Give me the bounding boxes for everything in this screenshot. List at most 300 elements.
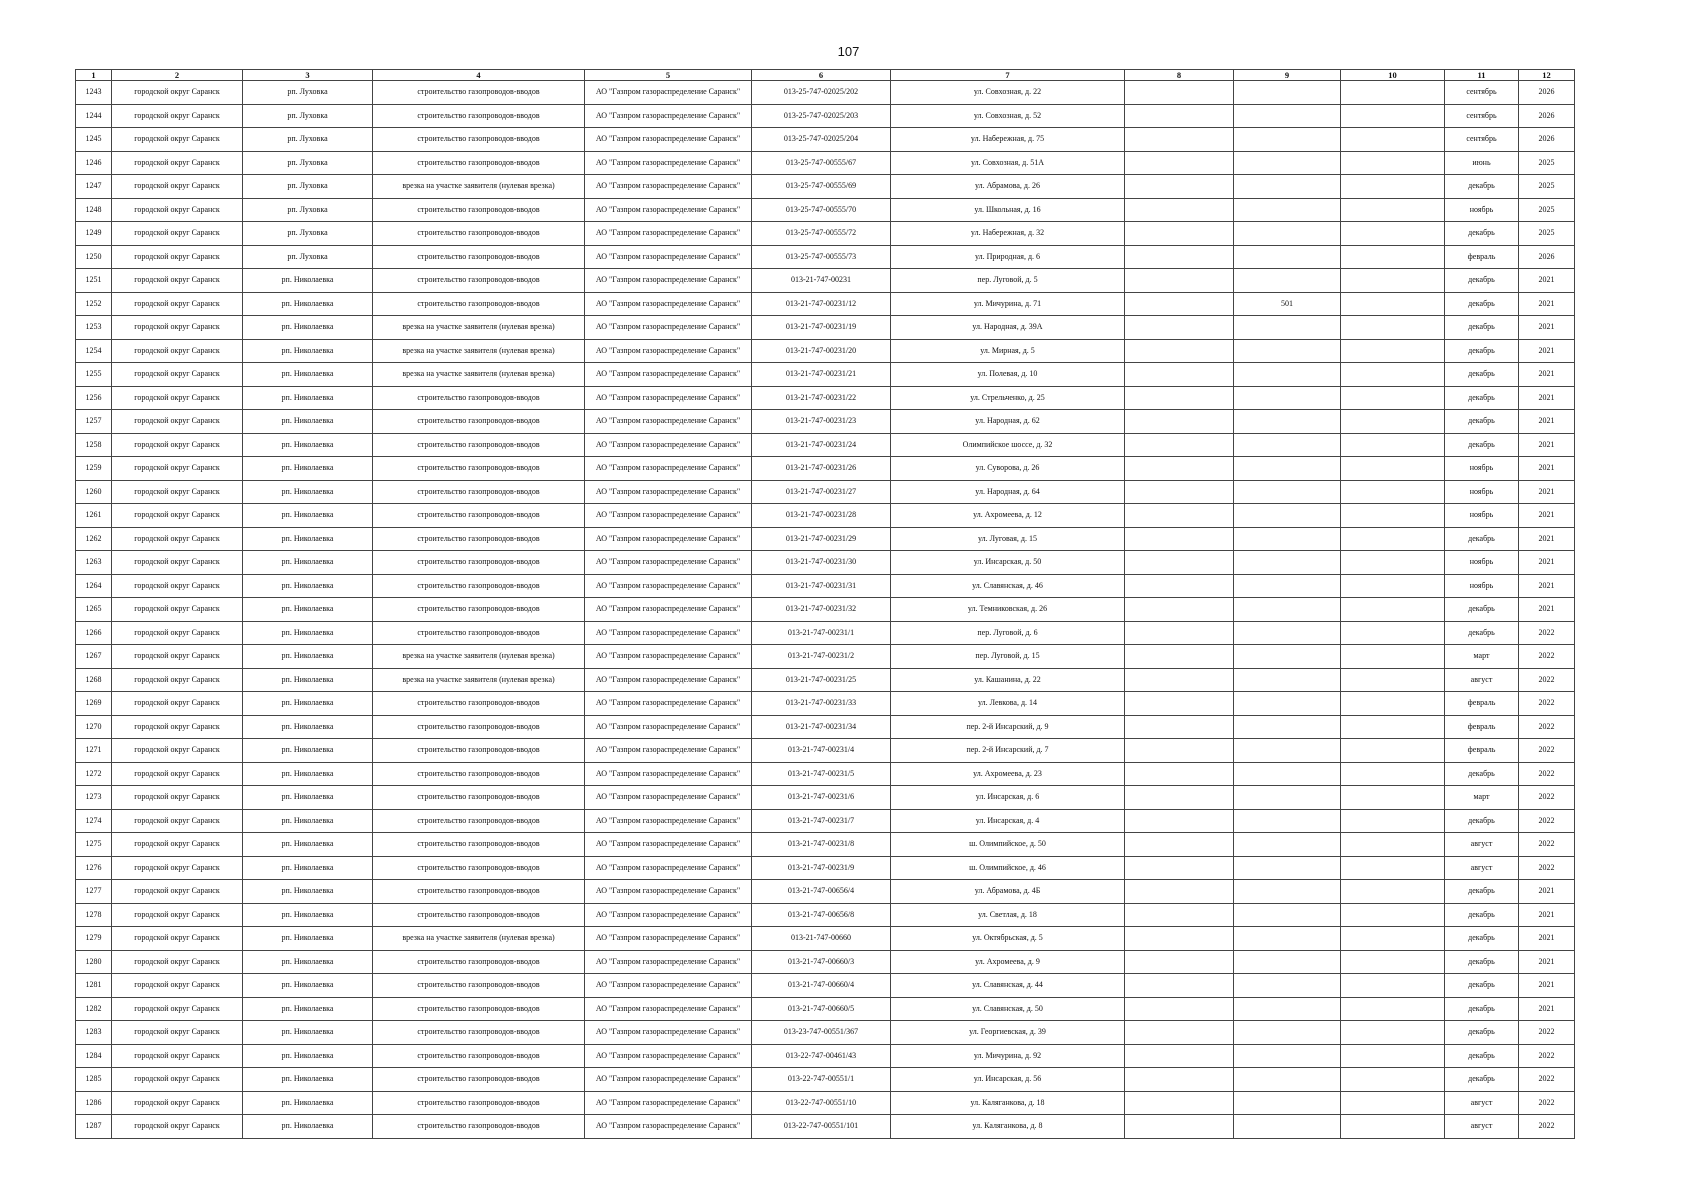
cell-row-number: 1249 (76, 222, 112, 246)
cell-organization: АО "Газпром газораспределение Саранск" (585, 692, 752, 716)
cell-row-number: 1278 (76, 903, 112, 927)
cell-col-9 (1234, 762, 1341, 786)
cell-organization: АО "Газпром газораспределение Саранск" (585, 480, 752, 504)
cell-organization: АО "Газпром газораспределение Саранск" (585, 1115, 752, 1139)
cell-col-8 (1125, 363, 1234, 387)
table-row (76, 316, 1575, 340)
cell-month: август (1445, 856, 1519, 880)
cell-col-8 (1125, 739, 1234, 763)
cell-col-9 (1234, 739, 1341, 763)
cell-address: ул. Набережная, д. 32 (891, 222, 1125, 246)
cell-settlement: рп. Николаевка (243, 292, 373, 316)
cell-year: 2021 (1519, 880, 1575, 904)
cell-organization: АО "Газпром газораспределение Саранск" (585, 833, 752, 857)
cell-col-9: 501 (1234, 292, 1341, 316)
table-row (76, 433, 1575, 457)
cell-year: 2021 (1519, 457, 1575, 481)
cell-col-9 (1234, 645, 1341, 669)
cell-municipality: городской округ Саранск (112, 668, 243, 692)
cell-col-8 (1125, 269, 1234, 293)
cell-row-number: 1268 (76, 668, 112, 692)
cell-contract-number: 013-25-747-02025/202 (752, 81, 891, 105)
cell-settlement: рп. Николаевка (243, 762, 373, 786)
cell-municipality: городской округ Саранск (112, 316, 243, 340)
cell-organization: АО "Газпром газораспределение Саранск" (585, 786, 752, 810)
cell-col-8 (1125, 574, 1234, 598)
cell-month: декабрь (1445, 621, 1519, 645)
column-header: 6 (752, 70, 891, 81)
cell-row-number: 1243 (76, 81, 112, 105)
cell-month: март (1445, 645, 1519, 669)
cell-col-10 (1341, 715, 1445, 739)
cell-work-type: строительство газопроводов-вводов (373, 81, 585, 105)
cell-year: 2021 (1519, 598, 1575, 622)
cell-col-10 (1341, 128, 1445, 152)
column-header: 7 (891, 70, 1125, 81)
cell-col-9 (1234, 81, 1341, 105)
cell-month: сентябрь (1445, 104, 1519, 128)
cell-month: март (1445, 786, 1519, 810)
cell-organization: АО "Газпром газораспределение Саранск" (585, 551, 752, 575)
gas-connection-register-table (75, 69, 1575, 1139)
cell-row-number: 1255 (76, 363, 112, 387)
column-header: 12 (1519, 70, 1575, 81)
cell-col-8 (1125, 1115, 1234, 1139)
cell-work-type: строительство газопроводов-вводов (373, 480, 585, 504)
cell-month: декабрь (1445, 762, 1519, 786)
cell-col-10 (1341, 104, 1445, 128)
cell-municipality: городской округ Саранск (112, 1068, 243, 1092)
cell-contract-number: 013-21-747-00660/3 (752, 950, 891, 974)
table-row (76, 1021, 1575, 1045)
cell-col-8 (1125, 950, 1234, 974)
cell-address: ул. Луговая, д. 15 (891, 527, 1125, 551)
table-row (76, 1091, 1575, 1115)
cell-year: 2026 (1519, 104, 1575, 128)
cell-work-type: строительство газопроводов-вводов (373, 1068, 585, 1092)
cell-work-type: строительство газопроводов-вводов (373, 198, 585, 222)
cell-settlement: рп. Николаевка (243, 1068, 373, 1092)
cell-settlement: рп. Николаевка (243, 739, 373, 763)
cell-organization: АО "Газпром газораспределение Саранск" (585, 739, 752, 763)
cell-month: февраль (1445, 715, 1519, 739)
cell-contract-number: 013-21-747-00231/7 (752, 809, 891, 833)
table-row (76, 833, 1575, 857)
cell-year: 2026 (1519, 128, 1575, 152)
cell-col-10 (1341, 786, 1445, 810)
cell-col-8 (1125, 551, 1234, 575)
cell-month: ноябрь (1445, 198, 1519, 222)
cell-organization: АО "Газпром газораспределение Саранск" (585, 598, 752, 622)
cell-col-8 (1125, 692, 1234, 716)
cell-col-9 (1234, 151, 1341, 175)
cell-contract-number: 013-21-747-00231/32 (752, 598, 891, 622)
cell-contract-number: 013-21-747-00231/4 (752, 739, 891, 763)
cell-municipality: городской округ Саранск (112, 997, 243, 1021)
cell-col-8 (1125, 621, 1234, 645)
table-row (76, 598, 1575, 622)
table-row (76, 715, 1575, 739)
cell-contract-number: 013-21-747-00231/9 (752, 856, 891, 880)
cell-month: август (1445, 668, 1519, 692)
cell-municipality: городской округ Саранск (112, 1044, 243, 1068)
cell-year: 2021 (1519, 903, 1575, 927)
cell-organization: АО "Газпром газораспределение Саранск" (585, 1091, 752, 1115)
cell-address: ул. Природная, д. 6 (891, 245, 1125, 269)
cell-row-number: 1273 (76, 786, 112, 810)
cell-year: 2021 (1519, 292, 1575, 316)
cell-row-number: 1277 (76, 880, 112, 904)
table-row (76, 645, 1575, 669)
cell-col-8 (1125, 974, 1234, 998)
cell-row-number: 1246 (76, 151, 112, 175)
cell-col-9 (1234, 410, 1341, 434)
cell-address: пер. 2-й Инсарский, д. 7 (891, 739, 1125, 763)
cell-col-9 (1234, 1068, 1341, 1092)
cell-month: декабрь (1445, 527, 1519, 551)
cell-col-9 (1234, 574, 1341, 598)
cell-col-8 (1125, 1021, 1234, 1045)
cell-address: ул. Кашанина, д. 22 (891, 668, 1125, 692)
cell-settlement: рп. Николаевка (243, 621, 373, 645)
cell-municipality: городской округ Саранск (112, 786, 243, 810)
cell-address: ул. Темниковская, д. 26 (891, 598, 1125, 622)
cell-year: 2026 (1519, 245, 1575, 269)
cell-year: 2021 (1519, 386, 1575, 410)
cell-settlement: рп. Луховка (243, 104, 373, 128)
cell-work-type: строительство газопроводов-вводов (373, 292, 585, 316)
cell-address: ул. Инсарская, д. 4 (891, 809, 1125, 833)
cell-work-type: строительство газопроводов-вводов (373, 833, 585, 857)
cell-year: 2022 (1519, 786, 1575, 810)
cell-row-number: 1252 (76, 292, 112, 316)
cell-year: 2022 (1519, 833, 1575, 857)
cell-col-8 (1125, 997, 1234, 1021)
cell-year: 2022 (1519, 1115, 1575, 1139)
cell-address: ул. Левкова, д. 14 (891, 692, 1125, 716)
cell-col-9 (1234, 950, 1341, 974)
cell-contract-number: 013-21-747-00231/24 (752, 433, 891, 457)
cell-contract-number: 013-21-747-00231/29 (752, 527, 891, 551)
table-body (76, 81, 1575, 1139)
cell-row-number: 1280 (76, 950, 112, 974)
cell-col-9 (1234, 692, 1341, 716)
cell-col-10 (1341, 457, 1445, 481)
cell-settlement: рп. Николаевка (243, 903, 373, 927)
cell-municipality: городской округ Саранск (112, 410, 243, 434)
cell-month: август (1445, 833, 1519, 857)
cell-work-type: строительство газопроводов-вводов (373, 809, 585, 833)
cell-settlement: рп. Николаевка (243, 1044, 373, 1068)
cell-work-type: строительство газопроводов-вводов (373, 457, 585, 481)
cell-contract-number: 013-21-747-00231/12 (752, 292, 891, 316)
cell-address: ул. Инсарская, д. 50 (891, 551, 1125, 575)
column-number-row (76, 70, 1575, 81)
cell-col-10 (1341, 551, 1445, 575)
table-row (76, 457, 1575, 481)
cell-settlement: рп. Николаевка (243, 527, 373, 551)
cell-work-type: строительство газопроводов-вводов (373, 880, 585, 904)
cell-work-type: врезка на участке заявителя (нулевая врезка) (373, 339, 585, 363)
cell-municipality: городской округ Саранск (112, 762, 243, 786)
cell-col-8 (1125, 198, 1234, 222)
cell-col-9 (1234, 1044, 1341, 1068)
table-header (76, 70, 1575, 81)
cell-row-number: 1247 (76, 175, 112, 199)
column-header: 1 (76, 70, 112, 81)
cell-col-8 (1125, 856, 1234, 880)
cell-municipality: городской округ Саранск (112, 715, 243, 739)
cell-municipality: городской округ Саранск (112, 974, 243, 998)
cell-contract-number: 013-21-747-00231/31 (752, 574, 891, 598)
cell-address: пер. Луговой, д. 5 (891, 269, 1125, 293)
cell-col-10 (1341, 1091, 1445, 1115)
cell-settlement: рп. Николаевка (243, 668, 373, 692)
cell-month: декабрь (1445, 316, 1519, 340)
cell-col-10 (1341, 222, 1445, 246)
cell-year: 2021 (1519, 480, 1575, 504)
cell-col-10 (1341, 81, 1445, 105)
cell-contract-number: 013-21-747-00656/8 (752, 903, 891, 927)
cell-col-8 (1125, 316, 1234, 340)
cell-row-number: 1250 (76, 245, 112, 269)
cell-address: пер. Луговой, д. 15 (891, 645, 1125, 669)
cell-organization: АО "Газпром газораспределение Саранск" (585, 621, 752, 645)
table-row (76, 621, 1575, 645)
cell-year: 2021 (1519, 574, 1575, 598)
cell-month: декабрь (1445, 950, 1519, 974)
cell-col-9 (1234, 433, 1341, 457)
cell-address: ул. Октябрьская, д. 5 (891, 927, 1125, 951)
cell-settlement: рп. Николаевка (243, 974, 373, 998)
cell-year: 2022 (1519, 856, 1575, 880)
cell-work-type: строительство газопроводов-вводов (373, 410, 585, 434)
cell-municipality: городской округ Саранск (112, 1115, 243, 1139)
column-header: 3 (243, 70, 373, 81)
cell-row-number: 1276 (76, 856, 112, 880)
cell-col-8 (1125, 222, 1234, 246)
cell-address: ул. Школьная, д. 16 (891, 198, 1125, 222)
table-row (76, 504, 1575, 528)
cell-organization: АО "Газпром газораспределение Саранск" (585, 1068, 752, 1092)
cell-month: декабрь (1445, 339, 1519, 363)
cell-col-10 (1341, 386, 1445, 410)
cell-organization: АО "Газпром газораспределение Саранск" (585, 292, 752, 316)
cell-address: ул. Мирная, д. 5 (891, 339, 1125, 363)
cell-organization: АО "Газпром газораспределение Саранск" (585, 880, 752, 904)
cell-organization: АО "Газпром газораспределение Саранск" (585, 433, 752, 457)
table-row (76, 480, 1575, 504)
cell-year: 2021 (1519, 410, 1575, 434)
cell-col-10 (1341, 316, 1445, 340)
cell-municipality: городской округ Саранск (112, 480, 243, 504)
cell-settlement: рп. Николаевка (243, 433, 373, 457)
cell-month: февраль (1445, 245, 1519, 269)
cell-month: декабрь (1445, 1021, 1519, 1045)
cell-work-type: врезка на участке заявителя (нулевая врезка) (373, 668, 585, 692)
cell-organization: АО "Газпром газораспределение Саранск" (585, 222, 752, 246)
cell-col-9 (1234, 809, 1341, 833)
cell-address: пер. 2-й Инсарский, д. 9 (891, 715, 1125, 739)
cell-work-type: строительство газопроводов-вводов (373, 903, 585, 927)
cell-organization: АО "Газпром газораспределение Саранск" (585, 856, 752, 880)
cell-work-type: врезка на участке заявителя (нулевая врезка) (373, 927, 585, 951)
cell-col-9 (1234, 1021, 1341, 1045)
cell-address: ул. Полевая, д. 10 (891, 363, 1125, 387)
cell-organization: АО "Газпром газораспределение Саранск" (585, 104, 752, 128)
table-row (76, 786, 1575, 810)
cell-settlement: рп. Николаевка (243, 997, 373, 1021)
cell-month: август (1445, 1115, 1519, 1139)
cell-year: 2022 (1519, 645, 1575, 669)
cell-col-9 (1234, 245, 1341, 269)
cell-row-number: 1282 (76, 997, 112, 1021)
cell-col-10 (1341, 363, 1445, 387)
cell-row-number: 1251 (76, 269, 112, 293)
cell-row-number: 1258 (76, 433, 112, 457)
cell-municipality: городской округ Саранск (112, 692, 243, 716)
column-header: 5 (585, 70, 752, 81)
cell-address: ул. Славянская, д. 46 (891, 574, 1125, 598)
cell-address: ул. Набережная, д. 75 (891, 128, 1125, 152)
cell-contract-number: 013-21-747-00231/1 (752, 621, 891, 645)
cell-municipality: городской округ Саранск (112, 645, 243, 669)
cell-col-9 (1234, 833, 1341, 857)
cell-col-9 (1234, 363, 1341, 387)
cell-col-8 (1125, 1044, 1234, 1068)
cell-organization: АО "Газпром газораспределение Саранск" (585, 269, 752, 293)
cell-work-type: врезка на участке заявителя (нулевая врезка) (373, 316, 585, 340)
cell-year: 2021 (1519, 316, 1575, 340)
cell-contract-number: 013-21-747-00231/21 (752, 363, 891, 387)
cell-row-number: 1257 (76, 410, 112, 434)
cell-month: декабрь (1445, 809, 1519, 833)
cell-col-10 (1341, 1068, 1445, 1092)
cell-contract-number: 013-23-747-00551/367 (752, 1021, 891, 1045)
cell-settlement: рп. Луховка (243, 198, 373, 222)
cell-col-10 (1341, 974, 1445, 998)
cell-address: пер. Луговой, д. 6 (891, 621, 1125, 645)
cell-col-9 (1234, 222, 1341, 246)
cell-organization: АО "Газпром газораспределение Саранск" (585, 1021, 752, 1045)
cell-month: декабрь (1445, 903, 1519, 927)
cell-contract-number: 013-21-747-00231/25 (752, 668, 891, 692)
cell-row-number: 1275 (76, 833, 112, 857)
cell-municipality: городской округ Саранск (112, 222, 243, 246)
cell-col-9 (1234, 974, 1341, 998)
cell-col-9 (1234, 175, 1341, 199)
cell-year: 2025 (1519, 151, 1575, 175)
cell-municipality: городской округ Саранск (112, 574, 243, 598)
cell-col-8 (1125, 715, 1234, 739)
cell-contract-number: 013-25-747-00555/67 (752, 151, 891, 175)
cell-settlement: рп. Луховка (243, 81, 373, 105)
cell-month: декабрь (1445, 269, 1519, 293)
cell-contract-number: 013-22-747-00551/101 (752, 1115, 891, 1139)
cell-settlement: рп. Николаевка (243, 457, 373, 481)
cell-work-type: строительство газопроводов-вводов (373, 504, 585, 528)
cell-col-9 (1234, 668, 1341, 692)
cell-year: 2021 (1519, 974, 1575, 998)
cell-year: 2025 (1519, 175, 1575, 199)
cell-col-10 (1341, 645, 1445, 669)
cell-month: декабрь (1445, 222, 1519, 246)
cell-month: февраль (1445, 739, 1519, 763)
table-row (76, 809, 1575, 833)
cell-organization: АО "Газпром газораспределение Саранск" (585, 81, 752, 105)
cell-contract-number: 013-25-747-00555/73 (752, 245, 891, 269)
cell-settlement: рп. Николаевка (243, 316, 373, 340)
cell-col-9 (1234, 997, 1341, 1021)
cell-settlement: рп. Николаевка (243, 833, 373, 857)
cell-col-8 (1125, 151, 1234, 175)
cell-col-9 (1234, 480, 1341, 504)
cell-row-number: 1269 (76, 692, 112, 716)
table-row (76, 927, 1575, 951)
cell-col-10 (1341, 833, 1445, 857)
cell-municipality: городской округ Саранск (112, 433, 243, 457)
cell-municipality: городской округ Саранск (112, 927, 243, 951)
cell-col-10 (1341, 151, 1445, 175)
cell-col-9 (1234, 551, 1341, 575)
cell-organization: АО "Газпром газораспределение Саранск" (585, 974, 752, 998)
cell-row-number: 1254 (76, 339, 112, 363)
cell-col-8 (1125, 598, 1234, 622)
cell-year: 2022 (1519, 1068, 1575, 1092)
cell-col-9 (1234, 316, 1341, 340)
cell-address: ул. Славянская, д. 50 (891, 997, 1125, 1021)
column-header: 10 (1341, 70, 1445, 81)
cell-contract-number: 013-21-747-00231/2 (752, 645, 891, 669)
cell-col-9 (1234, 598, 1341, 622)
table-row (76, 104, 1575, 128)
cell-col-10 (1341, 997, 1445, 1021)
cell-work-type: врезка на участке заявителя (нулевая врезка) (373, 645, 585, 669)
cell-work-type: строительство газопроводов-вводов (373, 997, 585, 1021)
cell-organization: АО "Газпром газораспределение Саранск" (585, 363, 752, 387)
cell-municipality: городской округ Саранск (112, 198, 243, 222)
table-row (76, 551, 1575, 575)
cell-month: декабрь (1445, 433, 1519, 457)
cell-municipality: городской округ Саранск (112, 833, 243, 857)
cell-organization: АО "Газпром газораспределение Саранск" (585, 903, 752, 927)
cell-col-9 (1234, 104, 1341, 128)
cell-work-type: строительство газопроводов-вводов (373, 151, 585, 175)
table-row (76, 128, 1575, 152)
table-row (76, 903, 1575, 927)
cell-col-9 (1234, 621, 1341, 645)
cell-municipality: городской округ Саранск (112, 809, 243, 833)
cell-month: сентябрь (1445, 128, 1519, 152)
cell-address: ул. Народная, д. 39А (891, 316, 1125, 340)
cell-address: ул. Каляганкова, д. 18 (891, 1091, 1125, 1115)
cell-month: ноябрь (1445, 504, 1519, 528)
cell-contract-number: 013-21-747-00231/28 (752, 504, 891, 528)
cell-municipality: городской округ Саранск (112, 104, 243, 128)
cell-col-10 (1341, 269, 1445, 293)
cell-row-number: 1263 (76, 551, 112, 575)
table-row (76, 527, 1575, 551)
cell-contract-number: 013-25-747-02025/204 (752, 128, 891, 152)
cell-month: сентябрь (1445, 81, 1519, 105)
cell-col-8 (1125, 645, 1234, 669)
cell-organization: АО "Газпром газораспределение Саранск" (585, 950, 752, 974)
cell-year: 2021 (1519, 527, 1575, 551)
cell-col-10 (1341, 339, 1445, 363)
cell-municipality: городской округ Саранск (112, 457, 243, 481)
cell-organization: АО "Газпром газораспределение Саранск" (585, 997, 752, 1021)
cell-municipality: городской округ Саранск (112, 950, 243, 974)
